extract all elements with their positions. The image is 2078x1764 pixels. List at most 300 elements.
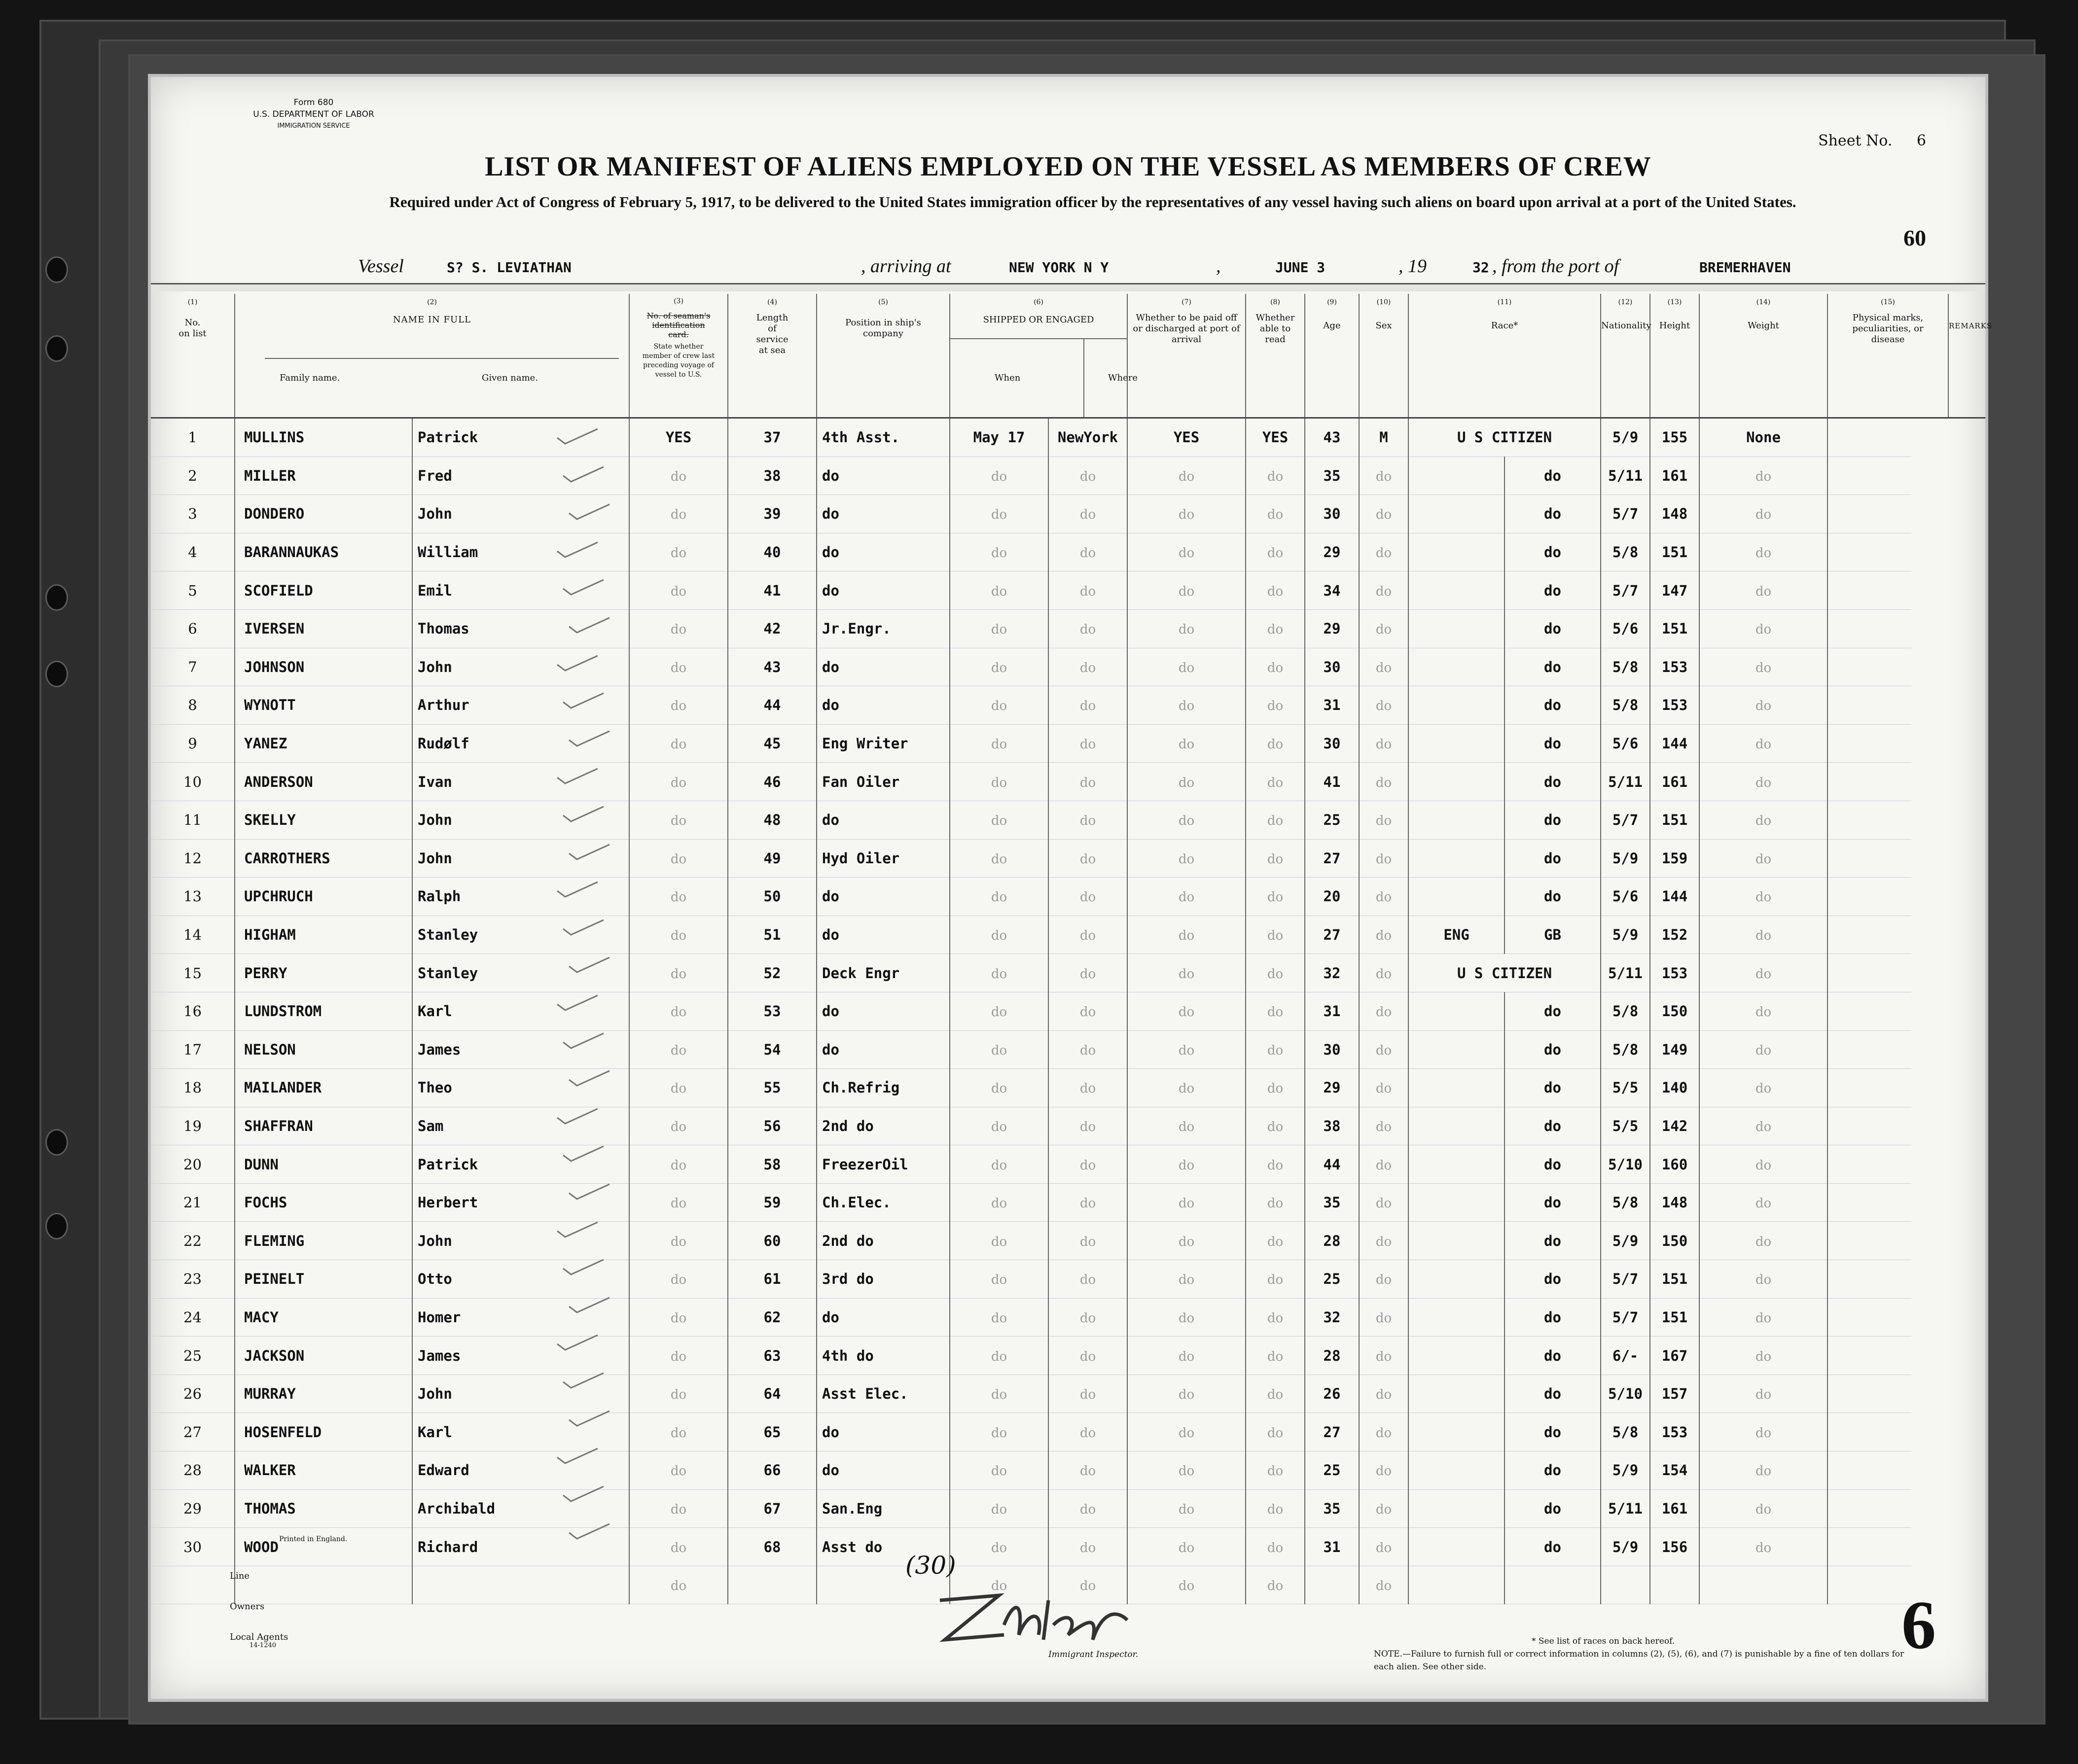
shipped-when: do: [991, 1081, 1007, 1096]
previous-voyage: do: [670, 469, 687, 484]
shipped-when-cell: [950, 686, 1048, 725]
shipped-where-cell: [1048, 1145, 1127, 1184]
age-cell: [1305, 1145, 1359, 1184]
punch-hole: [45, 256, 68, 283]
family-name-cell: [235, 418, 412, 457]
physical-marks-cell: [1699, 992, 1827, 1030]
race-cell: [1408, 1451, 1505, 1490]
service-length: 45: [763, 735, 781, 752]
header-paid-off: (7) Whether to be paid off or discharged at port of arrival: [1127, 294, 1246, 418]
age: 29: [1323, 620, 1341, 637]
family-name-cell: [235, 648, 412, 686]
family-name: MULLINS: [244, 429, 305, 446]
weight-cell: [1650, 648, 1699, 686]
nationality: do: [1544, 505, 1561, 523]
shipped-where: do: [1079, 1043, 1096, 1058]
year-label: , 19: [1398, 256, 1427, 277]
age: 29: [1323, 1079, 1341, 1096]
shipped-when-cell: [950, 954, 1048, 992]
family-name: SKELLY: [244, 811, 296, 829]
paid-off: do: [1178, 1005, 1195, 1020]
nationality: do: [1544, 1500, 1561, 1517]
nationality-cell: [1505, 801, 1601, 839]
service-length: 54: [763, 1041, 781, 1058]
weight: 155: [1661, 429, 1688, 446]
age-cell: [1305, 1107, 1359, 1145]
remarks-cell: [1827, 916, 1911, 954]
sex-cell: [1359, 1413, 1408, 1451]
height: 5/8: [1612, 1003, 1639, 1020]
weight: 144: [1661, 735, 1688, 752]
sex-cell: [1359, 533, 1408, 571]
shipped-when-cell: [950, 1107, 1048, 1145]
weight-cell: [1650, 1260, 1699, 1299]
sex: do: [1375, 1119, 1392, 1134]
height-cell: [1601, 457, 1650, 495]
given-name: Patrick: [418, 1156, 478, 1173]
shipped-where: do: [1079, 966, 1096, 982]
race-cell: [1408, 916, 1505, 954]
weight-cell: [1650, 916, 1699, 954]
age-cell: [1305, 878, 1359, 916]
age-cell: [1305, 1375, 1359, 1413]
previous-voyage-cell: [629, 648, 728, 686]
physical-marks: do: [1755, 1310, 1772, 1326]
able-to-read: do: [1267, 1425, 1284, 1441]
shipped-when: do: [991, 1502, 1007, 1517]
page-title: LIST OR MANIFEST OF ALIENS EMPLOYED ON THE VESSEL AS MEMBERS OF CREW: [485, 151, 1651, 182]
nationality: do: [1544, 1385, 1561, 1403]
height-cell: [1601, 1145, 1650, 1184]
previous-voyage-cell: [629, 1145, 728, 1184]
row-number-cell: [151, 1413, 235, 1451]
family-name: THOMAS: [244, 1500, 296, 1517]
weight: 151: [1661, 811, 1688, 829]
service-length: 68: [763, 1538, 781, 1555]
remarks-cell: [1827, 686, 1911, 725]
age-cell: [1305, 1030, 1359, 1069]
previous-voyage: do: [670, 1310, 687, 1326]
age-cell: [1305, 1298, 1359, 1337]
header-when: When: [995, 373, 1021, 383]
previous-voyage-cell: [629, 992, 728, 1030]
row-number: 16: [183, 1003, 202, 1020]
able-to-read-cell: [1246, 1298, 1305, 1337]
sex-cell: [1359, 1030, 1408, 1069]
shipped-when: do: [991, 1425, 1007, 1441]
physical-marks-cell: [1699, 801, 1827, 839]
nationality-cell: [1505, 916, 1601, 954]
shipped-where: do: [1079, 622, 1096, 637]
sex: do: [1375, 928, 1392, 944]
check-mark-icon: [561, 1371, 606, 1391]
row-number: 29: [183, 1500, 202, 1517]
paid-off: do: [1178, 1310, 1195, 1326]
check-mark-icon: [555, 993, 600, 1013]
sex: do: [1375, 1464, 1392, 1479]
table-row: [151, 571, 1985, 610]
physical-marks: do: [1755, 1502, 1772, 1517]
remarks-cell: [1827, 418, 1911, 457]
family-name-cell: [235, 1298, 412, 1337]
sex: do: [1375, 775, 1392, 790]
position: Fan Oiler: [822, 773, 900, 790]
able-to-read-cell: [1246, 916, 1305, 954]
sex-cell: [1359, 457, 1408, 495]
nationality: do: [1544, 1232, 1561, 1249]
nationality-cell: [1505, 533, 1601, 571]
weight: 153: [1661, 697, 1688, 714]
age-cell: [1305, 571, 1359, 610]
sex-cell: [1359, 1145, 1408, 1184]
height-cell: [1601, 1107, 1650, 1145]
position-cell: [817, 1107, 950, 1145]
previous-voyage-cell: [629, 1069, 728, 1107]
position: do: [822, 1003, 839, 1020]
physical-marks: do: [1755, 584, 1772, 599]
age: 20: [1323, 888, 1341, 905]
paid-off: do: [1178, 660, 1195, 675]
nationality-cell: [1505, 724, 1601, 763]
service-length: 43: [763, 658, 781, 675]
able-to-read: do: [1267, 1005, 1284, 1020]
shipped-where: do: [1079, 1387, 1096, 1403]
header-service: (4) Length of service at sea: [728, 294, 817, 418]
height-cell: [1601, 839, 1650, 878]
height-cell: [1601, 533, 1650, 571]
given-name: John: [418, 1385, 452, 1403]
shipped-when-cell: [950, 1337, 1048, 1375]
row-number-cell: [151, 1451, 235, 1490]
physical-marks-cell: [1699, 1107, 1827, 1145]
family-name-cell: [235, 1260, 412, 1299]
weight: 152: [1661, 926, 1688, 944]
physical-marks-cell: [1699, 1451, 1827, 1490]
large-page-number: 6: [1901, 1587, 1936, 1663]
position: do: [822, 467, 839, 484]
shipped-when-cell: [950, 1375, 1048, 1413]
height-cell: [1601, 1489, 1650, 1528]
age: 30: [1323, 1041, 1341, 1058]
height-cell: [1601, 916, 1650, 954]
row-number: 21: [183, 1194, 202, 1211]
remarks-cell: [1827, 648, 1911, 686]
able-to-read-cell: [1246, 724, 1305, 763]
sex: do: [1375, 1579, 1392, 1594]
weight-cell: [1650, 992, 1699, 1030]
given-name: Homer: [418, 1308, 461, 1326]
shipped-when: do: [991, 1310, 1007, 1326]
previous-voyage: do: [670, 1158, 687, 1173]
physical-marks: do: [1755, 699, 1772, 714]
able-to-read: do: [1267, 1158, 1284, 1173]
able-to-read: do: [1267, 966, 1284, 982]
shipped-when: do: [991, 546, 1007, 561]
row-number-cell: [151, 839, 235, 878]
family-name-cell: [235, 1069, 412, 1107]
nationality: do: [1544, 811, 1561, 829]
paid-off-cell: [1127, 1375, 1246, 1413]
able-to-read-cell: [1246, 1030, 1305, 1069]
remarks-cell: [1827, 1183, 1911, 1222]
race-cell: [1408, 992, 1505, 1030]
physical-marks-cell: [1699, 1375, 1827, 1413]
physical-marks: do: [1755, 1464, 1772, 1479]
able-to-read: do: [1267, 1540, 1284, 1555]
shipped-when: do: [991, 775, 1007, 790]
given-name: Richard: [418, 1538, 478, 1555]
header-family-name: Family name.: [280, 373, 340, 383]
height: 5/11: [1608, 467, 1643, 484]
shipped-where: do: [1079, 507, 1096, 523]
family-name: UPCHRUCH: [244, 888, 313, 905]
nationality-cell: [1505, 1451, 1601, 1490]
shipped-where-cell: [1048, 801, 1127, 839]
arriving-label: , arriving at: [861, 256, 951, 277]
physical-marks-cell: [1699, 418, 1827, 457]
family-name-cell: [235, 1030, 412, 1069]
form-info: [190, 97, 437, 132]
family-name: SCOFIELD: [244, 582, 313, 599]
sex-cell: [1359, 571, 1408, 610]
able-to-read: do: [1267, 851, 1284, 867]
race: U S CITIZEN: [1457, 964, 1552, 982]
check-mark-icon: [555, 880, 600, 900]
age-cell: [1305, 533, 1359, 571]
height: 5/6: [1612, 735, 1639, 752]
physical-marks: do: [1755, 966, 1772, 982]
paid-off-cell: [1127, 533, 1246, 571]
height: 5/10: [1608, 1385, 1643, 1403]
previous-voyage: do: [670, 622, 687, 637]
family-name: WOOD: [244, 1538, 279, 1555]
given-name: Fred: [418, 467, 452, 484]
able-to-read: YES: [1262, 429, 1289, 446]
physical-marks: do: [1755, 890, 1772, 905]
race-cell: [1408, 878, 1505, 916]
row-number: 26: [183, 1385, 202, 1403]
paid-off-cell: [1127, 1451, 1246, 1490]
paid-off-cell: [1127, 609, 1246, 648]
arrival-date: JUNE 3: [1275, 259, 1326, 276]
paid-off-cell: [1127, 1260, 1246, 1299]
nationality-cell: [1505, 1145, 1601, 1184]
shipped-where: do: [1079, 469, 1096, 484]
sex: do: [1375, 1502, 1392, 1517]
shipped-where-cell: [1048, 1222, 1127, 1260]
previous-voyage-cell: [629, 533, 728, 571]
able-to-read: do: [1267, 546, 1284, 561]
nationality-cell: [1505, 1260, 1601, 1299]
height-cell: [1601, 648, 1650, 686]
family-name-cell: [235, 724, 412, 763]
age: 30: [1323, 658, 1341, 675]
service-length-cell: [728, 1375, 817, 1413]
age: 30: [1323, 735, 1341, 752]
paid-off-cell: [1127, 916, 1246, 954]
service-length-cell: [728, 648, 817, 686]
family-name: JACKSON: [244, 1347, 305, 1364]
given-name: Stanley: [418, 926, 478, 944]
service-length: 46: [763, 773, 781, 790]
height-cell: [1601, 992, 1650, 1030]
physical-marks-cell: [1699, 1183, 1827, 1222]
header-position: (5) Position in ship's company: [817, 294, 950, 418]
position-cell: [817, 457, 950, 495]
service-length-cell: [728, 1222, 817, 1260]
previous-voyage-cell: [629, 1260, 728, 1299]
family-name-cell: [235, 686, 412, 725]
sex: do: [1375, 813, 1392, 829]
agents-label: Local Agents: [230, 1632, 288, 1642]
nationality-cell: [1505, 1183, 1601, 1222]
given-name: Ivan: [418, 773, 452, 790]
shipped-when: do: [991, 737, 1007, 752]
row-number-cell: [151, 1375, 235, 1413]
shipped-where: do: [1079, 813, 1096, 829]
race-cell: [1408, 763, 1505, 801]
weight-cell: [1650, 724, 1699, 763]
position-cell: [817, 686, 950, 725]
table-row: [151, 418, 1985, 457]
weight: 153: [1661, 964, 1688, 982]
family-name: YANEZ: [244, 735, 287, 752]
height: 5/6: [1612, 620, 1639, 637]
age-cell: [1305, 1260, 1359, 1299]
paid-off-cell: [1127, 839, 1246, 878]
able-to-read: do: [1267, 1387, 1284, 1403]
check-mark-icon: [555, 767, 600, 786]
weight-cell: [1650, 1107, 1699, 1145]
nationality-cell: [1505, 495, 1601, 533]
service-length-cell: [728, 686, 817, 725]
able-to-read-cell: [1246, 839, 1305, 878]
table-row: [151, 1145, 1985, 1184]
paid-off-cell: [1127, 1145, 1246, 1184]
sex: do: [1375, 890, 1392, 905]
sex-cell: [1359, 1107, 1408, 1145]
position: 4th Asst.: [822, 429, 900, 446]
given-name: Emil: [418, 582, 452, 599]
table-row: [151, 1375, 1985, 1413]
service-length: 58: [763, 1156, 781, 1173]
paid-off: do: [1178, 1540, 1195, 1555]
nationality: do: [1544, 620, 1561, 637]
race-note: * See list of races on back hereof.: [1532, 1636, 1675, 1646]
physical-marks: do: [1755, 1272, 1772, 1288]
sex: do: [1375, 1081, 1392, 1096]
service-length-cell: [728, 1030, 817, 1069]
table-row: [151, 1298, 1985, 1337]
height: 5/5: [1612, 1117, 1639, 1134]
position-cell: [817, 1260, 950, 1299]
weight: 167: [1661, 1347, 1688, 1364]
able-to-read-cell: [1246, 1413, 1305, 1451]
shipped-when: do: [991, 622, 1007, 637]
header-given-name: Given name.: [482, 373, 538, 383]
nationality-cell: [1505, 648, 1601, 686]
able-to-read-cell: [1246, 1222, 1305, 1260]
shipped-where: do: [1079, 660, 1096, 675]
nationality: do: [1544, 888, 1561, 905]
able-to-read-cell: [1246, 571, 1305, 610]
remarks-cell: [1827, 992, 1911, 1030]
service-length-cell: [728, 571, 817, 610]
position: 2nd do: [822, 1232, 874, 1249]
service-length-cell: [728, 954, 817, 992]
weight: 161: [1661, 467, 1688, 484]
nationality: do: [1544, 773, 1561, 790]
agents-code: 14-1240: [250, 1642, 277, 1649]
line-label: Line: [230, 1571, 250, 1581]
service-length: 64: [763, 1385, 781, 1403]
able-to-read: do: [1267, 699, 1284, 714]
physical-marks-cell: [1699, 1145, 1827, 1184]
able-to-read: do: [1267, 1579, 1284, 1594]
age-cell: [1305, 1069, 1359, 1107]
service-length-cell: [728, 1107, 817, 1145]
shipped-where-cell: [1048, 1489, 1127, 1528]
family-name-cell: [235, 992, 412, 1030]
nationality-cell: [1505, 1107, 1601, 1145]
shipped-when: do: [991, 1234, 1007, 1249]
service-length-cell: [728, 418, 817, 457]
service-length: 48: [763, 811, 781, 829]
given-name: Theo: [418, 1079, 452, 1096]
age-cell: [1305, 1183, 1359, 1222]
position: do: [822, 544, 839, 561]
shipped-when-cell: [950, 763, 1048, 801]
height-cell: [1601, 801, 1650, 839]
check-mark-icon: [561, 918, 606, 938]
nationality-cell: [1505, 1030, 1601, 1069]
position: San.Eng: [822, 1500, 883, 1517]
given-name: John: [418, 1232, 452, 1249]
paid-off-cell: [1127, 686, 1246, 725]
header-marks: (15) Physical marks, peculiarities, or disease: [1827, 294, 1948, 418]
nationality: do: [1544, 1156, 1561, 1173]
age-cell: [1305, 801, 1359, 839]
row-number: 30: [183, 1538, 202, 1555]
check-mark-icon: [555, 1333, 600, 1353]
shipped-when-cell: [950, 992, 1048, 1030]
paid-off: do: [1178, 1349, 1195, 1364]
position: do: [822, 888, 839, 905]
sex: do: [1375, 469, 1392, 484]
crew-manifest-table: [151, 294, 1993, 1604]
given-name: James: [418, 1347, 461, 1364]
manifest-page: [148, 74, 1993, 1702]
sex-cell: [1359, 1183, 1408, 1222]
previous-voyage-cell: [629, 1183, 728, 1222]
previous-voyage: do: [670, 1005, 687, 1020]
height: 5/8: [1612, 658, 1639, 675]
physical-marks: do: [1755, 1234, 1772, 1249]
able-to-read-cell: [1246, 1260, 1305, 1299]
family-name: WALKER: [244, 1462, 296, 1479]
race-cell: [1408, 1413, 1505, 1451]
height-cell: [1601, 418, 1650, 457]
age: 31: [1323, 1538, 1341, 1555]
age: 25: [1323, 1270, 1341, 1288]
remarks-cell: [1827, 533, 1911, 571]
sex: do: [1375, 737, 1392, 752]
check-mark-icon: [567, 729, 611, 749]
able-to-read-cell: [1246, 878, 1305, 916]
service-length-cell: [728, 609, 817, 648]
paid-off-cell: [1127, 878, 1246, 916]
shipped-when-cell: [950, 1451, 1048, 1490]
